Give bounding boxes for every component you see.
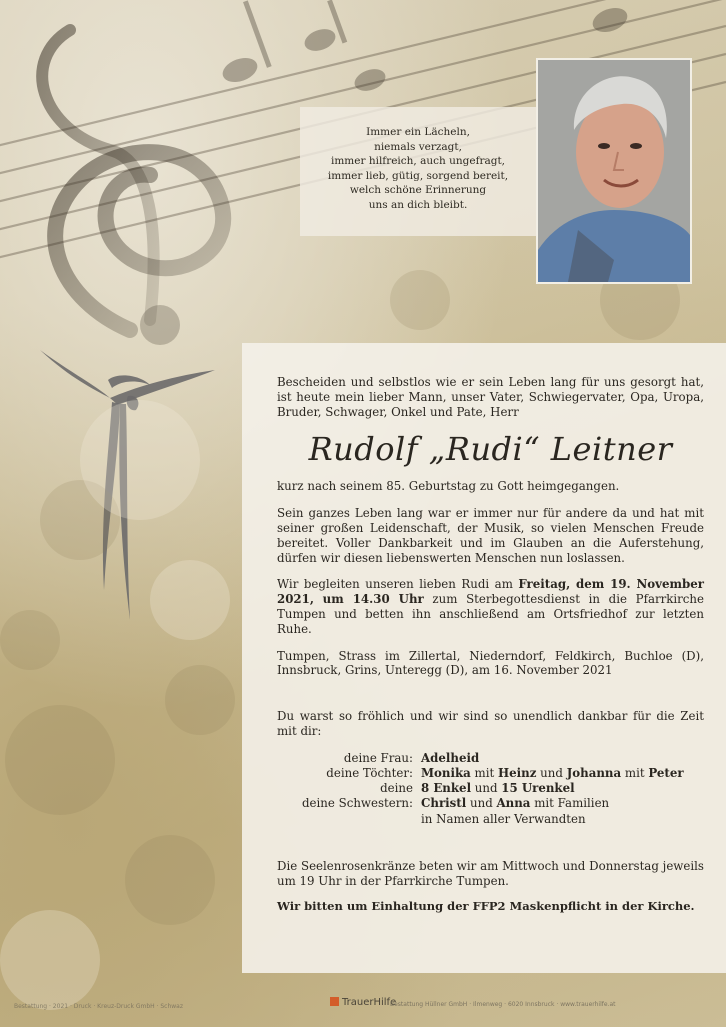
family-names xyxy=(421,796,684,811)
family-name: Adelheid xyxy=(421,750,480,765)
funeral-text: Wir begleiten unseren lieben Rudi am xyxy=(277,577,519,592)
poem-line: immer lieb, gütig, sorgend bereit, xyxy=(327,169,509,182)
mask-notice: Wir bitten um Einhaltung der FFP2 Maskenpflicht in der Kirche. xyxy=(277,899,695,914)
poem-line: immer hilfreich, auch ungefragt, xyxy=(330,155,506,167)
footer-brand xyxy=(330,997,396,1008)
life-paragraph: Sein ganzes Leben lang war er immer nur für andere da und hat mit seiner großen Leidenschaft, der Musik, so vielen Menschen Freude bereitet. Voller Dankbarkeit und im Glauben an die Auferstehung, dürfen wir diesen liebenswerten Menschen nun loslassen. xyxy=(277,506,704,565)
family-names xyxy=(421,751,684,766)
family-row xyxy=(284,766,684,781)
footer-contact: Bestattung Hüllner GmbH · Ilmenweg · 6020 Innsbruck · www.trauerhilfe.at xyxy=(390,1001,616,1008)
family-name: Heinz xyxy=(498,765,537,780)
family-row xyxy=(284,781,684,796)
family-name: Christl xyxy=(421,796,467,811)
family-role: deine Schwestern: xyxy=(302,796,413,811)
deceased-name: Rudolf „Rudi“ Leitner xyxy=(308,430,673,469)
places-date: Tumpen, Strass im Zillertal, Niederndorf, Feldkirch, Buchloe (D), Innsbruck, Grins, Unteregg (D), am 16. November 2021 xyxy=(277,648,704,678)
funeral-text xyxy=(314,592,323,606)
family-connector: mit Familien xyxy=(530,796,610,811)
family-name: 15 Urenkel xyxy=(501,781,575,796)
family-role: deine Frau: xyxy=(343,750,413,765)
obituary-text-box xyxy=(242,343,726,973)
family-name: Anna xyxy=(496,796,531,811)
portrait-photo xyxy=(536,58,692,284)
funeral-text: zum Sterbegottesdienst in die Pfarrkirche Tumpen und betten ihn anschließend am Ortsfriedhof zur letzten Ruhe. xyxy=(277,592,704,636)
poem-box xyxy=(300,107,536,236)
family-role-empty xyxy=(284,812,421,827)
spacer xyxy=(277,827,704,859)
family-row xyxy=(284,812,684,827)
family-name: Monika xyxy=(421,765,471,780)
funeral-time: um 14.30 Uhr xyxy=(322,592,424,607)
portrait-illustration xyxy=(538,60,690,282)
family-connector: mit xyxy=(470,765,499,780)
family-connector: mit xyxy=(621,765,649,780)
funeral-paragraph xyxy=(277,577,704,636)
family-name: 8 Enkel xyxy=(421,781,472,796)
funeral-date: Freitag, dem 19. November 2021, xyxy=(277,577,704,607)
family-name: Johanna xyxy=(566,765,622,780)
family-names xyxy=(421,766,684,781)
family-connector: und xyxy=(536,765,567,780)
family-connector: und xyxy=(471,781,502,796)
passing-statement: kurz nach seinem 85. Geburtstag zu Gott heimgegangen. xyxy=(277,479,620,494)
family-list xyxy=(284,751,684,827)
family-name: Peter xyxy=(648,765,684,780)
footer-print-info: Bestattung · 2021 · Druck · Kreuz-Druck GmbH · Schwaz xyxy=(14,1003,184,1010)
family-role: deine Töchter: xyxy=(326,765,413,780)
rosary-paragraph: Die Seelenrosenkränze beten wir am Mittwoch und Donnerstag jeweils um 19 Uhr in der Pfarrkirche Tumpen. xyxy=(277,858,704,888)
poem-line: niemals verzagt, xyxy=(374,140,462,153)
family-names xyxy=(421,781,684,796)
family-row xyxy=(284,751,684,766)
intro-paragraph: Bescheiden und selbstlos wie er sein Leben lang für uns gesorgt hat, ist heute mein lieber Mann, unser Vater, Schwiegervater, Opa, Uropa, Bruder, Schwager, Onkel und Pate, Herr xyxy=(277,375,704,419)
footer-brand-name: TrauerHilfe xyxy=(342,997,397,1008)
footer xyxy=(0,995,726,1015)
spacer xyxy=(277,689,704,709)
family-connector: und xyxy=(466,796,497,811)
poem-line: uns an dich bleibt. xyxy=(368,198,468,211)
poem-line: Immer ein Lächeln, xyxy=(366,126,470,138)
relatives-line: in Namen aller Verwandten xyxy=(421,811,586,826)
treble-clef-shadow xyxy=(42,30,223,345)
family-role: deine xyxy=(380,781,413,796)
brand-logo-icon xyxy=(330,997,339,1006)
thanks-line: Du warst so fröhlich und wir sind so unendlich dankbar für die Zeit mit dir: xyxy=(277,709,704,738)
poem-line: welch schöne Erinnerung xyxy=(349,184,487,196)
family-row xyxy=(284,796,684,811)
